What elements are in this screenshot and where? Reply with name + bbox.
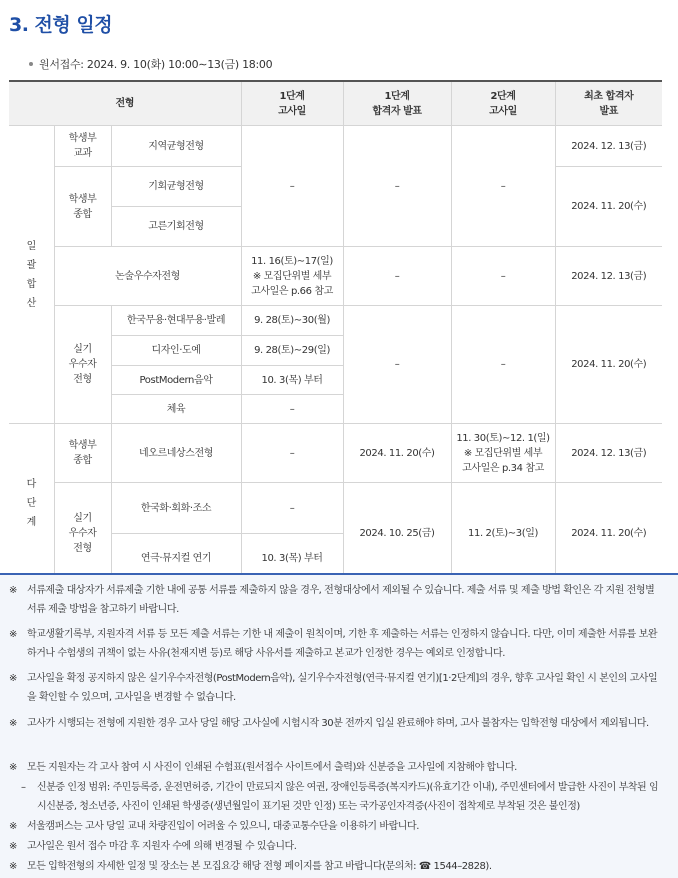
track-design: 디자인·도예 [111, 336, 241, 366]
application-period [29, 56, 272, 72]
table-header-row [9, 81, 662, 126]
cell-dadan-practical-announce: 2024. 10. 25(금) [343, 483, 451, 584]
cell-final-regional: 2024. 12. 13(금) [555, 126, 662, 167]
group-ilgwal: 일 괄 합 산 [9, 126, 54, 424]
cell-stage1-announce-school: – [343, 126, 451, 247]
group-dadan: 다 단 계 [9, 424, 54, 584]
track-postmodern: PostModern음악 [111, 366, 241, 395]
cat-practical2: 실기 우수자 전형 [54, 483, 111, 584]
track-equal: 고른기회전형 [111, 207, 241, 247]
note-item: ※ 학교생활기록부, 지원자격 서류 등 모든 제출 서류는 기한 내 제출이 원칙이며, 기한 후 제출하는 서류는 인정하지 않습니다. 다만, 이미 제출한 서류를 보완하거나 수험생의 귀책이 없는 사유(천재지변 등)로 해당 사유서를 제출하고 본교가 인정한 경우는 예외로 인정합니다. [9, 629, 658, 659]
cell-design-exam: 9. 28(토)∼29(일) [241, 336, 343, 366]
table-row [9, 483, 662, 534]
page-title: 3. 전형 일정 [9, 14, 113, 36]
cell-final-comprehensive: 2024. 11. 20(수) [555, 167, 662, 247]
cell-stage2-exam-school: – [451, 126, 555, 247]
cell-postmodern-exam: 10. 3(목) 부터 [241, 366, 343, 395]
track-theater: 연극·뮤지컬 연기 [111, 534, 241, 584]
cell-essay-exam: 11. 16(토)∼17(일) ※ 모집단위별 세부 고사일은 p.66 참고 [241, 247, 343, 306]
cell-stage1-exam-school: – [241, 126, 343, 247]
table-row [9, 126, 662, 167]
cat-school-comprehensive: 학생부 종합 [54, 167, 111, 247]
table-row [9, 306, 662, 336]
track-neo: 네오르네상스전형 [111, 424, 241, 483]
cell-dance-exam: 9. 28(토)∼30(월) [241, 306, 343, 336]
cell-final-practical: 2024. 11. 20(수) [555, 306, 662, 424]
cell-neo-stage2: 11. 30(토)∼12. 1(일) ※ 모집단위별 세부 고사일은 p.34 참고 [451, 424, 555, 483]
note-item: ※ 서울캠퍼스는 고사 당일 교내 차량진입이 어려울 수 있으니, 대중교통수단을 이용하기 바랍니다. [9, 821, 419, 832]
header-track: 전형 [9, 81, 241, 126]
cell-dadan-practical-stage2: 11. 2(토)∼3(일) [451, 483, 555, 584]
cell-neo-exam: – [241, 424, 343, 483]
header-stage1-exam: 1단계 고사일 [241, 81, 343, 126]
track-painting: 한국화·회화·조소 [111, 483, 241, 534]
schedule-table [9, 80, 662, 584]
cell-pe-exam: – [241, 395, 343, 424]
header-final-announce: 최초 합격자 발표 [555, 81, 662, 126]
cell-essay-stage2: – [451, 247, 555, 306]
note-item: ※ 고사일은 원서 접수 마감 후 지원자 수에 의해 변경될 수 있습니다. [9, 841, 297, 852]
track-opportunity: 기회균형전형 [111, 167, 241, 207]
cell-final-dadan-practical: 2024. 11. 20(수) [555, 483, 662, 584]
cell-practical-announce: – [343, 306, 451, 424]
cat-practical: 실기 우수자 전형 [54, 306, 111, 424]
notes-box [0, 573, 678, 878]
track-dance: 한국무용·현대무용·발레 [111, 306, 241, 336]
header-stage1-announce: 1단계 합격자 발표 [343, 81, 451, 126]
note-item: ※ 고사가 시행되는 전형에 지원한 경우 고사 당일 해당 고사실에 시험시작 30분 전까지 입실 완료해야 하며, 고사 불참자는 입학전형 대상에서 제외됩니다. [9, 718, 649, 729]
note-item: ※ 모든 입학전형의 자세한 일정 및 장소는 본 모집요강 해당 전형 페이지를 참고 바랍니다(문의처: ☎ 1544–2828). [9, 861, 492, 872]
application-period-text: 원서접수: 2024. 9. 10(화) 10:00∼13(금) 18:00 [39, 58, 273, 71]
table-row [9, 424, 662, 483]
table-row [9, 247, 662, 306]
header-stage2-exam: 2단계 고사일 [451, 81, 555, 126]
cell-theater-exam: 10. 3(목) 부터 [241, 534, 343, 584]
cell-practical-stage2: – [451, 306, 555, 424]
cat-school-subject: 학생부 교과 [54, 126, 111, 167]
bullet-dot-icon [29, 62, 33, 66]
track-essay: 논술우수자전형 [54, 247, 241, 306]
note-subitem: – 신분증 인정 범위: 주민등록증, 운전면허증, 기간이 만료되지 않은 여권, 장애인등록증(복지카드)(유효기간 이내), 주민센터에서 발급한 사진이 부착된 임시신분증, 청소년증, 사진이 인쇄된 학생증(생년월일이 표기된 것만 인정) 또는 국가공인자격증(사진이 접착제로 부착된 것은 불인정) [21, 782, 659, 812]
note-item: ※ 고사일을 확정 공지하지 않은 실기우수자전형(PostModern음악), 실기우수자전형(연극·뮤지컬 연기)[1·2단계]의 경우, 향후 고사일 확인 시 본인의 고사일을 확인할 수 있으며, 고사일을 변경할 수 없습니다. [9, 673, 658, 703]
cell-final-neo: 2024. 12. 13(금) [555, 424, 662, 483]
cat-school-comprehensive2: 학생부 종합 [54, 424, 111, 483]
note-item: ※ 모든 지원자는 각 고사 참여 시 사진이 인쇄된 수험표(원서접수 사이트에서 출력)와 신분증을 고사일에 지참해야 합니다. [9, 762, 517, 773]
cell-essay-announce: – [343, 247, 451, 306]
cell-final-essay: 2024. 12. 13(금) [555, 247, 662, 306]
track-pe: 체육 [111, 395, 241, 424]
cell-neo-announce: 2024. 11. 20(수) [343, 424, 451, 483]
note-item: ※ 서류제출 대상자가 서류제출 기한 내에 공통 서류를 제출하지 않을 경우, 전형대상에서 제외될 수 있습니다. 제출 서류 및 제출 방법 확인은 각 지원 전형별 서류 제출 방법을 참고하기 바랍니다. [9, 585, 655, 615]
track-regional: 지역균형전형 [111, 126, 241, 167]
cell-painting-exam: – [241, 483, 343, 534]
